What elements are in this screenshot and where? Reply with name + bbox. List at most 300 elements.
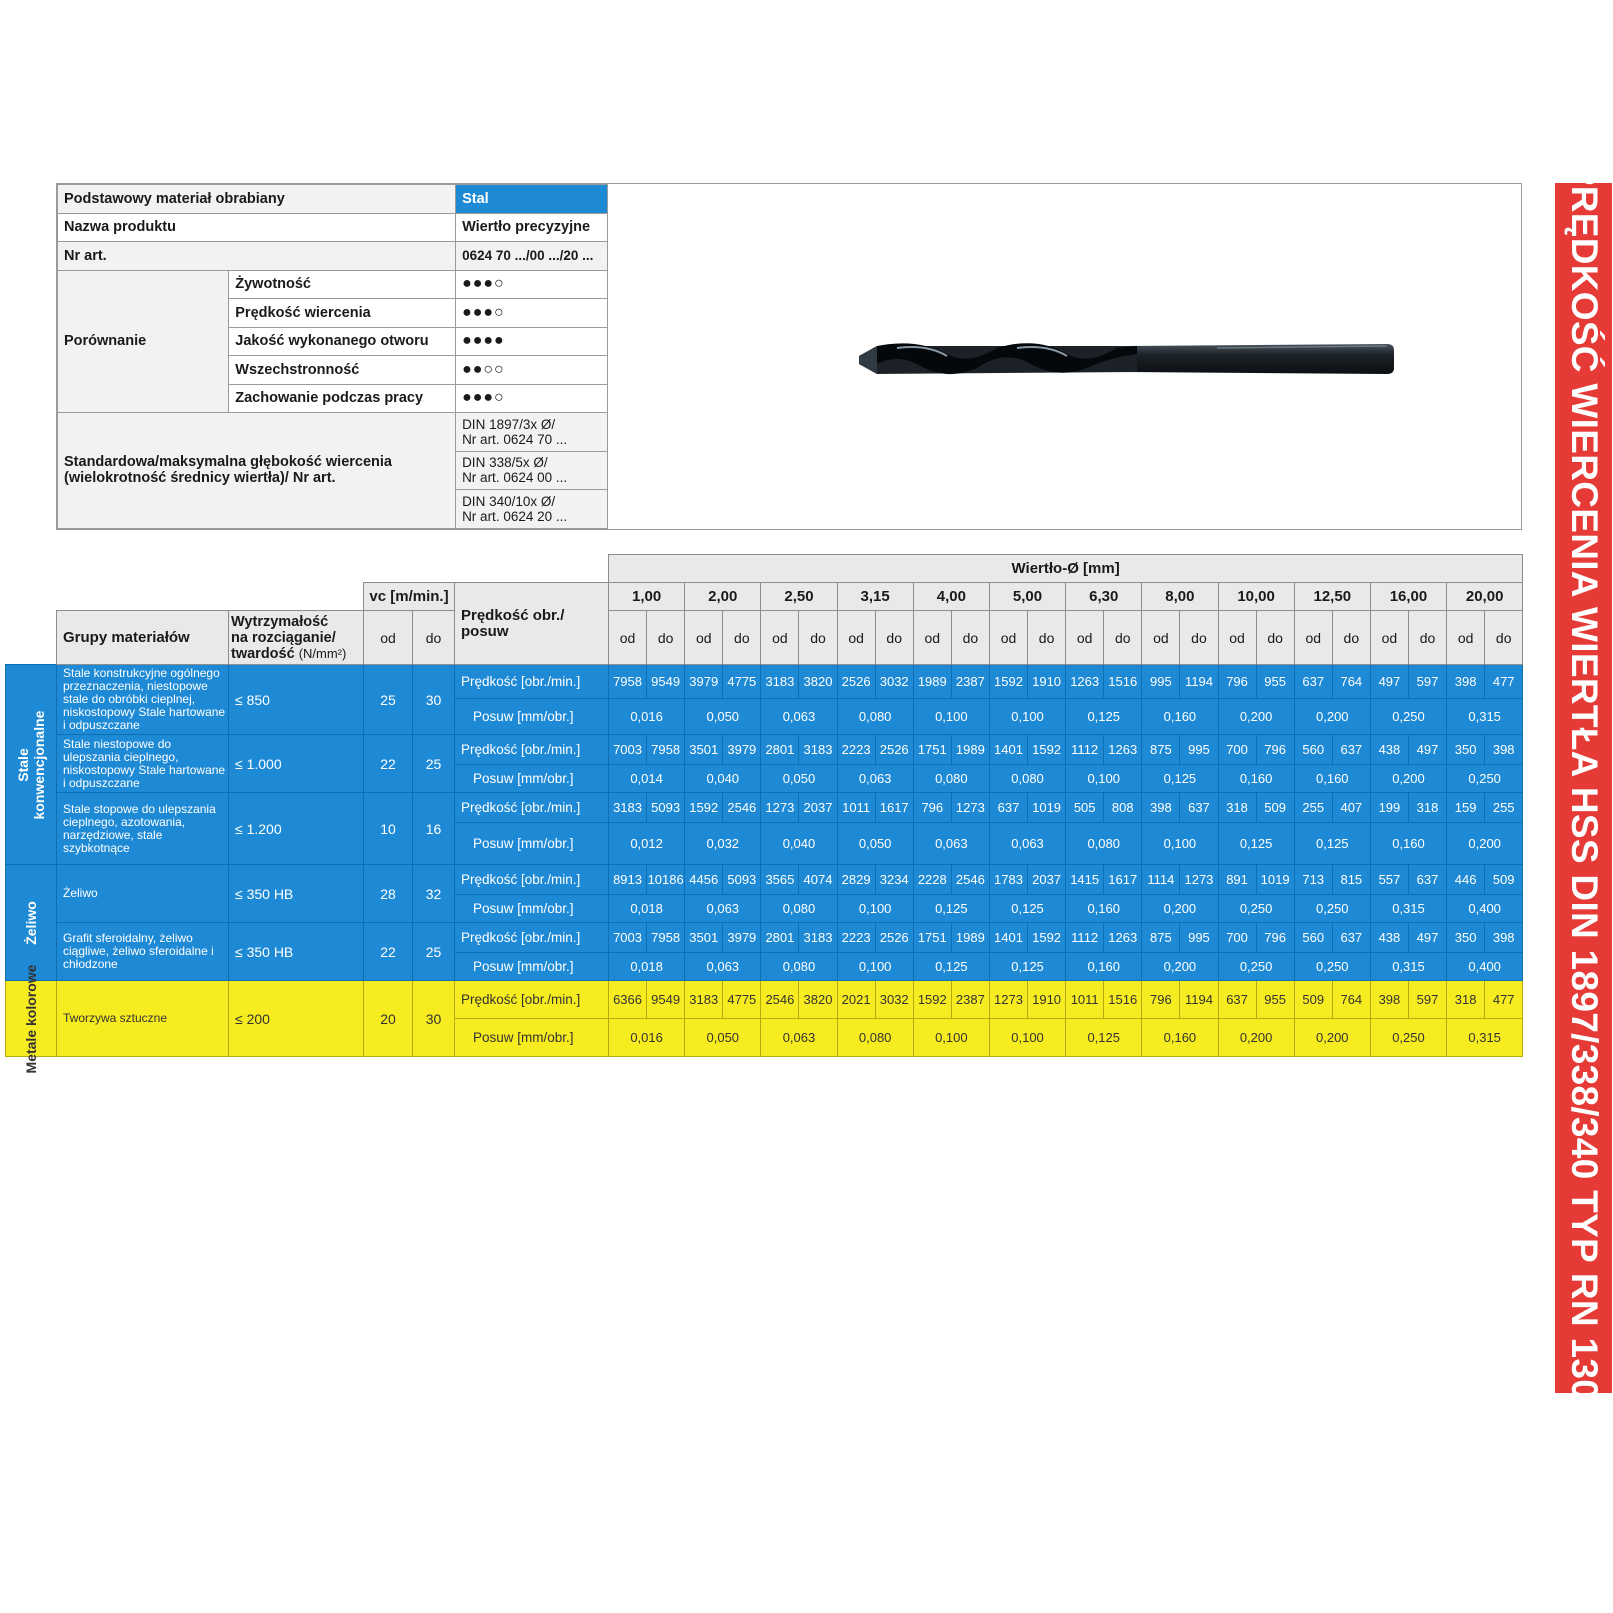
speed-value: 6366 <box>609 981 647 1019</box>
speed-value: 477 <box>1485 981 1523 1019</box>
speed-value: 438 <box>1370 735 1408 765</box>
base-material-label: Podstawowy materiał obrabiany <box>58 185 456 214</box>
comparison-item-label: Zachowanie podczas pracy <box>229 384 456 413</box>
feed-value: 0,125 <box>1294 823 1370 865</box>
speed-value: 875 <box>1142 735 1180 765</box>
comparison-rating: ●●●○ <box>456 299 608 328</box>
depth-item-line: Nr art. 0624 00 ... <box>462 470 568 486</box>
feed-value: 0,200 <box>1447 823 1523 865</box>
speed-value: 4775 <box>723 665 761 699</box>
do-header: do <box>951 611 989 665</box>
sidebar-title: PRĘDKOŚĆ WIERCENIA WIERTŁA HSS DIN 1897/338/340 TYP RN 130° <box>1563 160 1605 1416</box>
depth-item <box>456 451 608 490</box>
speed-value: 7003 <box>609 923 647 953</box>
speed-value: 446 <box>1447 865 1485 895</box>
feed-value: 0,063 <box>761 1019 837 1057</box>
feed-value: 0,063 <box>685 953 761 981</box>
speed-value: 2546 <box>761 981 799 1019</box>
diameter-header: 4,00 <box>913 583 989 611</box>
speed-value: 3820 <box>799 981 837 1019</box>
speed-value: 2387 <box>951 665 989 699</box>
vc-do-header: do <box>413 611 455 665</box>
feed-value: 0,200 <box>1142 953 1218 981</box>
feed-value: 0,200 <box>1370 765 1446 793</box>
diameter-header: 1,00 <box>609 583 685 611</box>
speed-label: Prędkość [obr./min.] <box>455 865 609 895</box>
speed-value: 1114 <box>1142 865 1180 895</box>
do-header: do <box>647 611 685 665</box>
speed-value: 1019 <box>1028 793 1066 823</box>
do-header: do <box>875 611 913 665</box>
feed-value: 0,080 <box>761 953 837 981</box>
speed-value: 955 <box>1256 665 1294 699</box>
feed-value: 0,040 <box>685 765 761 793</box>
feed-value: 0,063 <box>837 765 913 793</box>
comparison-item-label: Żywotność <box>229 270 456 299</box>
speed-value: 3183 <box>761 665 799 699</box>
feed-value: 0,160 <box>1142 699 1218 735</box>
speed-row <box>6 865 1523 895</box>
feed-value: 0,315 <box>1370 953 1446 981</box>
speed-value: 7958 <box>647 923 685 953</box>
speed-value: 2387 <box>951 981 989 1019</box>
speed-row <box>6 735 1523 765</box>
header-row <box>6 555 1523 583</box>
speed-value: 3234 <box>875 865 913 895</box>
feed-value: 0,400 <box>1447 953 1523 981</box>
feed-value: 0,200 <box>1142 895 1218 923</box>
do-header: do <box>1256 611 1294 665</box>
speed-value: 796 <box>1256 735 1294 765</box>
base-material-value: Stal <box>456 185 608 214</box>
vc-od: 28 <box>364 865 413 923</box>
speed-value: 199 <box>1370 793 1408 823</box>
strength-header <box>229 611 364 665</box>
speed-value: 560 <box>1294 735 1332 765</box>
speed-value: 8913 <box>609 865 647 895</box>
art-no-label: Nr art. <box>58 242 456 271</box>
speed-value: 2526 <box>875 735 913 765</box>
speed-value: 796 <box>913 793 951 823</box>
feed-label: Posuw [mm/obr.] <box>455 699 609 735</box>
feed-value: 0,063 <box>989 823 1065 865</box>
comparison-label: Porównanie <box>58 270 229 413</box>
speed-value: 995 <box>1142 665 1180 699</box>
speed-value: 597 <box>1408 665 1446 699</box>
sidebar-title-bar <box>1555 160 1612 1416</box>
feed-value: 0,250 <box>1294 953 1370 981</box>
feed-value: 0,315 <box>1447 699 1523 735</box>
od-header: od <box>1294 611 1332 665</box>
feed-value: 0,012 <box>609 823 685 865</box>
speed-value: 398 <box>1485 735 1523 765</box>
material-name: Grafit sferoidalny, żeliwo ciągliwe, żeliwo sferoidalne i chłodzone <box>57 923 229 981</box>
do-header: do <box>1180 611 1218 665</box>
feed-value: 0,100 <box>837 895 913 923</box>
feed-value: 0,063 <box>913 823 989 865</box>
feed-value: 0,160 <box>1142 1019 1218 1057</box>
speed-value: 4775 <box>723 981 761 1019</box>
diameter-header: 8,00 <box>1142 583 1218 611</box>
speed-value: 1592 <box>989 665 1027 699</box>
speed-value: 1273 <box>1180 865 1218 895</box>
vc-do: 30 <box>413 981 455 1057</box>
speed-value: 764 <box>1332 981 1370 1019</box>
od-header: od <box>1066 611 1104 665</box>
speed-value: 2021 <box>837 981 875 1019</box>
header-row <box>6 611 1523 665</box>
speed-value: 796 <box>1256 923 1294 953</box>
speed-value: 1910 <box>1028 981 1066 1019</box>
speed-value: 764 <box>1332 665 1370 699</box>
feed-value: 0,160 <box>1066 953 1142 981</box>
speed-value: 1019 <box>1256 865 1294 895</box>
od-header: od <box>761 611 799 665</box>
speed-value: 3979 <box>685 665 723 699</box>
speed-value: 255 <box>1485 793 1523 823</box>
speed-value: 3183 <box>799 735 837 765</box>
speed-row <box>6 793 1523 823</box>
od-header: od <box>989 611 1027 665</box>
material-group-label <box>6 964 57 1073</box>
speed-value: 700 <box>1218 735 1256 765</box>
speed-value: 955 <box>1256 981 1294 1019</box>
speed-value: 3032 <box>875 665 913 699</box>
speed-value: 3501 <box>685 923 723 953</box>
strength-unit: (N/mm²) <box>298 645 347 661</box>
speed-value: 318 <box>1218 793 1256 823</box>
speed-value: 2526 <box>875 923 913 953</box>
speed-value: 509 <box>1294 981 1332 1019</box>
feed-value: 0,250 <box>1447 765 1523 793</box>
product-info-panel <box>56 183 1522 530</box>
feed-value: 0,250 <box>1294 895 1370 923</box>
header-spacer <box>6 611 57 665</box>
od-header: od <box>1218 611 1256 665</box>
material-name: Stale niestopowe do ulepszania cieplnego, niskostopowy Stale hartowane i odpuszczane <box>57 735 229 793</box>
material-name: Tworzywa sztuczne <box>57 981 229 1057</box>
strength-header-line <box>231 646 363 662</box>
speed-value: 350 <box>1447 735 1485 765</box>
feed-value: 0,125 <box>989 953 1065 981</box>
speed-value: 2037 <box>799 793 837 823</box>
speed-label: Prędkość [obr./min.] <box>455 793 609 823</box>
speed-value: 1112 <box>1066 923 1104 953</box>
speed-value: 637 <box>989 793 1027 823</box>
od-header: od <box>837 611 875 665</box>
vc-do: 30 <box>413 665 455 735</box>
speed-value: 1592 <box>1028 735 1066 765</box>
speed-value: 796 <box>1218 665 1256 699</box>
comparison-rating: ●●●○ <box>456 270 608 299</box>
vc-od: 22 <box>364 735 413 793</box>
speed-value: 4074 <box>799 865 837 895</box>
strength-header-text: twardość <box>231 645 295 662</box>
feed-value: 0,400 <box>1447 895 1523 923</box>
feed-value: 0,125 <box>913 953 989 981</box>
od-header: od <box>685 611 723 665</box>
feed-value: 0,080 <box>913 765 989 793</box>
diameter-header: 6,30 <box>1066 583 1142 611</box>
comparison-item-label: Prędkość wiercenia <box>229 299 456 328</box>
speed-value: 560 <box>1294 923 1332 953</box>
od-header: od <box>609 611 647 665</box>
diameter-header: 20,00 <box>1447 583 1523 611</box>
product-name-value: Wiertło precyzyjne <box>456 213 608 242</box>
comparison-rating: ●●○○ <box>456 356 608 385</box>
feed-value: 0,014 <box>609 765 685 793</box>
speed-value: 1783 <box>989 865 1027 895</box>
speed-value: 1401 <box>989 735 1027 765</box>
feed-value: 0,016 <box>609 699 685 735</box>
feed-label: Posuw [mm/obr.] <box>455 823 609 865</box>
feed-value: 0,100 <box>989 699 1065 735</box>
strength-header-line: na rozciąganie/ <box>231 629 336 646</box>
material-name: Żeliwo <box>57 865 229 923</box>
speed-value: 1617 <box>1104 865 1142 895</box>
speed-value: 700 <box>1218 923 1256 953</box>
speed-value: 995 <box>1180 735 1218 765</box>
comparison-item-label: Jakość wykonanego otworu <box>229 327 456 356</box>
speed-value: 808 <box>1104 793 1142 823</box>
feed-label: Posuw [mm/obr.] <box>455 895 609 923</box>
feed-value: 0,125 <box>1218 823 1294 865</box>
feed-value: 0,100 <box>913 1019 989 1057</box>
speed-value: 505 <box>1066 793 1104 823</box>
speed-value: 1263 <box>1104 735 1142 765</box>
speed-value: 1989 <box>951 923 989 953</box>
speed-value: 255 <box>1294 793 1332 823</box>
speed-row <box>6 981 1523 1019</box>
feed-value: 0,050 <box>761 765 837 793</box>
speed-value: 1617 <box>875 793 913 823</box>
speed-value: 637 <box>1408 865 1446 895</box>
header-spacer <box>6 583 364 611</box>
speed-label: Prędkość [obr./min.] <box>455 735 609 765</box>
speed-value: 1273 <box>951 793 989 823</box>
diameter-header: 10,00 <box>1218 583 1294 611</box>
speed-label: Prędkość [obr./min.] <box>455 665 609 699</box>
feed-value: 0,200 <box>1218 1019 1294 1057</box>
vc-header: vc [m/min.] <box>364 583 455 611</box>
material-strength: ≤ 350 HB <box>229 865 364 923</box>
material-strength: ≤ 1.000 <box>229 735 364 793</box>
speed-value: 1011 <box>1066 981 1104 1019</box>
speed-value: 318 <box>1447 981 1485 1019</box>
speed-value: 2223 <box>837 735 875 765</box>
speed-value: 1011 <box>837 793 875 823</box>
speed-value: 398 <box>1142 793 1180 823</box>
drill-bit-image <box>797 324 1397 404</box>
vc-do: 25 <box>413 735 455 793</box>
product-name-label: Nazwa produktu <box>58 213 456 242</box>
speed-value: 509 <box>1256 793 1294 823</box>
feed-value: 0,080 <box>1066 823 1142 865</box>
speed-value: 637 <box>1218 981 1256 1019</box>
speed-value: 1989 <box>913 665 951 699</box>
do-header: do <box>799 611 837 665</box>
do-header: do <box>723 611 761 665</box>
speed-value: 995 <box>1180 923 1218 953</box>
comparison-rating: ●●●○ <box>456 384 608 413</box>
material-strength: ≤ 350 HB <box>229 923 364 981</box>
feed-value: 0,250 <box>1218 953 1294 981</box>
speed-row <box>6 665 1523 699</box>
feed-value: 0,250 <box>1370 699 1446 735</box>
speed-value: 2526 <box>837 665 875 699</box>
speed-value: 318 <box>1408 793 1446 823</box>
do-header: do <box>1028 611 1066 665</box>
speed-value: 2037 <box>1028 865 1066 895</box>
feed-value: 0,315 <box>1370 895 1446 923</box>
speed-value: 1263 <box>1066 665 1104 699</box>
speed-value: 1592 <box>685 793 723 823</box>
speed-value: 1592 <box>913 981 951 1019</box>
feed-value: 0,125 <box>913 895 989 923</box>
speed-value: 1112 <box>1066 735 1104 765</box>
feed-value: 0,080 <box>837 699 913 735</box>
diameter-header: 2,50 <box>761 583 837 611</box>
feed-value: 0,040 <box>761 823 837 865</box>
material-strength: ≤ 200 <box>229 981 364 1057</box>
speed-value: 1194 <box>1180 665 1218 699</box>
speed-value: 1592 <box>1028 923 1066 953</box>
diameter-header: 5,00 <box>989 583 1065 611</box>
speed-value: 350 <box>1447 923 1485 953</box>
feed-value: 0,100 <box>837 953 913 981</box>
speed-value: 3183 <box>685 981 723 1019</box>
speed-value: 5093 <box>647 793 685 823</box>
speed-value: 3979 <box>723 735 761 765</box>
vc-od: 22 <box>364 923 413 981</box>
depth-item-line: DIN 1897/3x Ø/ <box>462 416 556 432</box>
speed-value: 10186 <box>647 865 685 895</box>
speed-value: 4456 <box>685 865 723 895</box>
feed-value: 0,160 <box>1370 823 1446 865</box>
depth-item-line: DIN 340/10x Ø/ <box>462 493 556 509</box>
feed-value: 0,125 <box>1142 765 1218 793</box>
speed-label: Prędkość [obr./min.] <box>455 923 609 953</box>
speed-value: 407 <box>1332 793 1370 823</box>
speed-value: 497 <box>1408 923 1446 953</box>
speed-value: 1516 <box>1104 981 1142 1019</box>
od-header: od <box>913 611 951 665</box>
depth-item-line: Nr art. 0624 20 ... <box>462 508 568 524</box>
speed-value: 477 <box>1485 665 1523 699</box>
speed-value: 1516 <box>1104 665 1142 699</box>
feed-value: 0,250 <box>1370 1019 1446 1057</box>
diameter-header: 16,00 <box>1370 583 1446 611</box>
speed-value: 2801 <box>761 735 799 765</box>
speed-value: 1401 <box>989 923 1027 953</box>
material-strength: ≤ 1.200 <box>229 793 364 865</box>
speed-value: 9549 <box>647 665 685 699</box>
speed-value: 497 <box>1370 665 1408 699</box>
speed-value: 597 <box>1408 981 1446 1019</box>
speed-value: 1415 <box>1066 865 1104 895</box>
depth-item <box>456 413 608 452</box>
speed-value: 637 <box>1332 735 1370 765</box>
feed-value: 0,160 <box>1066 895 1142 923</box>
feed-value: 0,100 <box>1066 765 1142 793</box>
od-header: od <box>1370 611 1408 665</box>
speed-value: 3979 <box>723 923 761 953</box>
feed-value: 0,160 <box>1218 765 1294 793</box>
speed-value: 796 <box>1142 981 1180 1019</box>
depth-item <box>456 490 608 529</box>
vc-od-header: od <box>364 611 413 665</box>
feed-value: 0,125 <box>1066 699 1142 735</box>
product-info-table <box>57 184 608 529</box>
material-name: Stale stopowe do ulepszania cieplnego, azotowania, narzędziowe, stale szybkotnące <box>57 793 229 865</box>
speed-value: 7958 <box>609 665 647 699</box>
depth-item-line: DIN 338/5x Ø/ <box>462 455 548 471</box>
speed-value: 497 <box>1408 735 1446 765</box>
diameter-header: 3,15 <box>837 583 913 611</box>
material-group-name: Żeliwo <box>23 900 39 945</box>
feed-value: 0,080 <box>761 895 837 923</box>
speed-value: 713 <box>1294 865 1332 895</box>
vc-do: 25 <box>413 923 455 981</box>
speed-value: 398 <box>1370 981 1408 1019</box>
speed-value: 398 <box>1447 665 1485 699</box>
do-header: do <box>1485 611 1523 665</box>
speed-value: 875 <box>1142 923 1180 953</box>
speed-value: 3501 <box>685 735 723 765</box>
feed-value: 0,018 <box>609 953 685 981</box>
speed-value: 637 <box>1332 923 1370 953</box>
vc-od: 10 <box>364 793 413 865</box>
depth-label: Standardowa/maksymalna głębokość wiercenia (wielokrotność średnicy wiertła)/ Nr art. <box>58 413 456 529</box>
do-header: do <box>1332 611 1370 665</box>
speed-value: 1989 <box>951 735 989 765</box>
diameter-header: 12,50 <box>1294 583 1370 611</box>
header-spacer <box>6 555 609 583</box>
feed-value: 0,063 <box>685 895 761 923</box>
speed-value: 2801 <box>761 923 799 953</box>
speed-value: 1751 <box>913 923 951 953</box>
speed-value: 3565 <box>761 865 799 895</box>
speed-value: 2546 <box>951 865 989 895</box>
speed-value: 2546 <box>723 793 761 823</box>
speed-value: 7958 <box>647 735 685 765</box>
feed-label: Posuw [mm/obr.] <box>455 765 609 793</box>
speed-value: 2829 <box>837 865 875 895</box>
speed-value: 1273 <box>761 793 799 823</box>
speed-value: 1273 <box>989 981 1027 1019</box>
speed-value: 2228 <box>913 865 951 895</box>
feed-value: 0,016 <box>609 1019 685 1057</box>
feed-value: 0,100 <box>1142 823 1218 865</box>
art-no-value: 0624 70 .../00 .../20 ... <box>456 242 608 271</box>
speed-value: 1910 <box>1028 665 1066 699</box>
drill-diameter-header: Wiertło-Ø [mm] <box>609 555 1523 583</box>
speed-value: 5093 <box>723 865 761 895</box>
speed-value: 891 <box>1218 865 1256 895</box>
speed-value: 3183 <box>799 923 837 953</box>
speed-value: 2223 <box>837 923 875 953</box>
speed-value: 398 <box>1485 923 1523 953</box>
speed-value: 509 <box>1485 865 1523 895</box>
diameter-header: 2,00 <box>685 583 761 611</box>
speed-value: 3183 <box>609 793 647 823</box>
feed-value: 0,080 <box>837 1019 913 1057</box>
vc-do: 16 <box>413 793 455 865</box>
feed-value: 0,080 <box>989 765 1065 793</box>
material-name: Stale konstrukcyjne ogólnego przeznaczenia, niestopowe stale do obróbki cieplnej, niskostopowy Stale hartowane i odpuszczane <box>57 665 229 735</box>
vc-od: 20 <box>364 981 413 1057</box>
speed-value: 9549 <box>647 981 685 1019</box>
